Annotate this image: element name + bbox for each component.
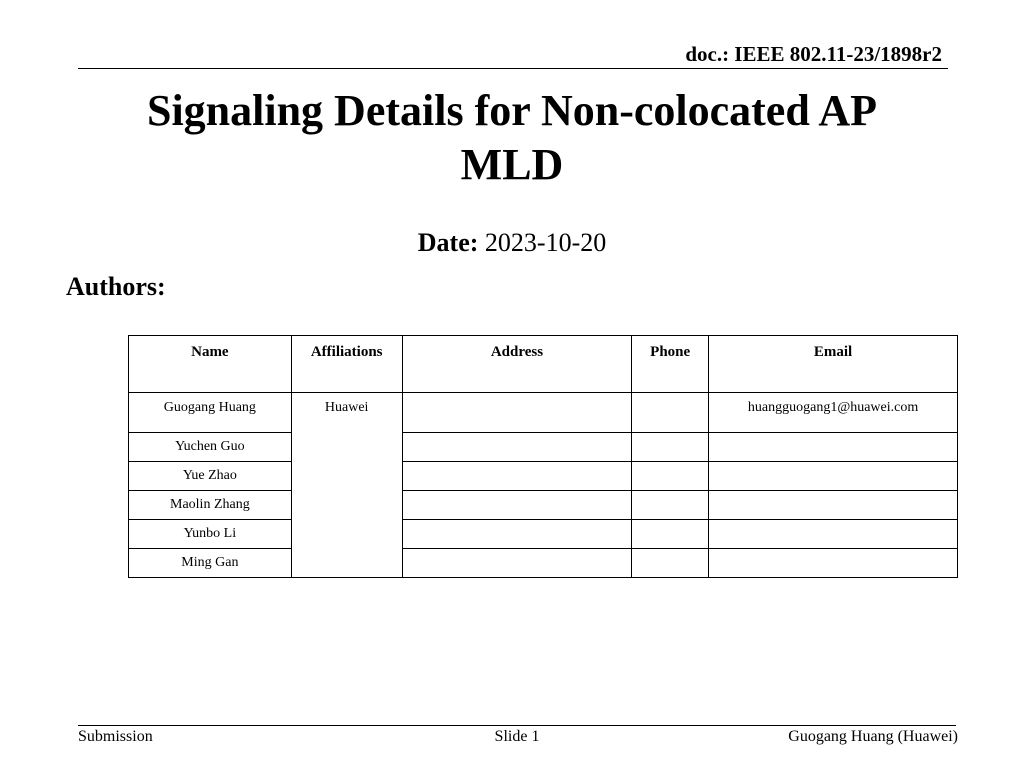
- document-id: doc.: IEEE 802.11-23/1898r2: [685, 42, 942, 66]
- column-header-name: Name: [129, 336, 292, 393]
- date-value: 2023-10-20: [484, 228, 607, 257]
- author-name: Yunbo Li: [129, 520, 292, 549]
- slide-title: [60, 84, 964, 192]
- author-email: [709, 549, 958, 578]
- author-phone: [632, 462, 709, 491]
- author-email: [709, 433, 958, 462]
- column-header-address: Address: [402, 336, 632, 393]
- table-row: [129, 393, 958, 433]
- column-header-affiliations: Affiliations: [291, 336, 402, 393]
- author-phone: [632, 393, 709, 433]
- author-address: [402, 462, 632, 491]
- column-header-phone: Phone: [632, 336, 709, 393]
- title-line-1: Signaling Details for Non-colocated AP: [146, 86, 878, 135]
- table-row: [129, 520, 958, 549]
- author-phone: [632, 520, 709, 549]
- author-address: [402, 549, 632, 578]
- author-address: [402, 393, 632, 433]
- author-phone: [632, 433, 709, 462]
- author-address: [402, 520, 632, 549]
- author-name: Guogang Huang: [129, 393, 292, 433]
- table-row: [129, 462, 958, 491]
- author-phone: [632, 549, 709, 578]
- column-header-email: Email: [709, 336, 958, 393]
- footer-submission: Submission: [78, 728, 153, 745]
- author-affiliation: Huawei: [291, 393, 402, 578]
- author-name: Yuchen Guo: [129, 433, 292, 462]
- table-row: [129, 549, 958, 578]
- title-line-2: MLD: [460, 140, 564, 189]
- footer-slide-number: Slide 1: [494, 728, 540, 745]
- author-address: [402, 433, 632, 462]
- date-label: Date:: [417, 228, 479, 257]
- author-address: [402, 491, 632, 520]
- authors-heading: Authors:: [66, 272, 166, 301]
- author-email: [709, 520, 958, 549]
- author-name: Yue Zhao: [129, 462, 292, 491]
- author-phone: [632, 491, 709, 520]
- table-row: [129, 433, 958, 462]
- author-email: huangguogang1@huawei.com: [709, 393, 958, 433]
- authors-table: [128, 335, 958, 578]
- author-name: Ming Gan: [129, 549, 292, 578]
- table-header-row: [129, 336, 958, 393]
- date-line: [0, 228, 1024, 258]
- header-divider: [78, 68, 948, 69]
- author-email: [709, 462, 958, 491]
- footer-author: Guogang Huang (Huawei): [788, 728, 958, 745]
- author-name: Maolin Zhang: [129, 491, 292, 520]
- table-row: [129, 491, 958, 520]
- footer-divider: [78, 725, 956, 726]
- author-email: [709, 491, 958, 520]
